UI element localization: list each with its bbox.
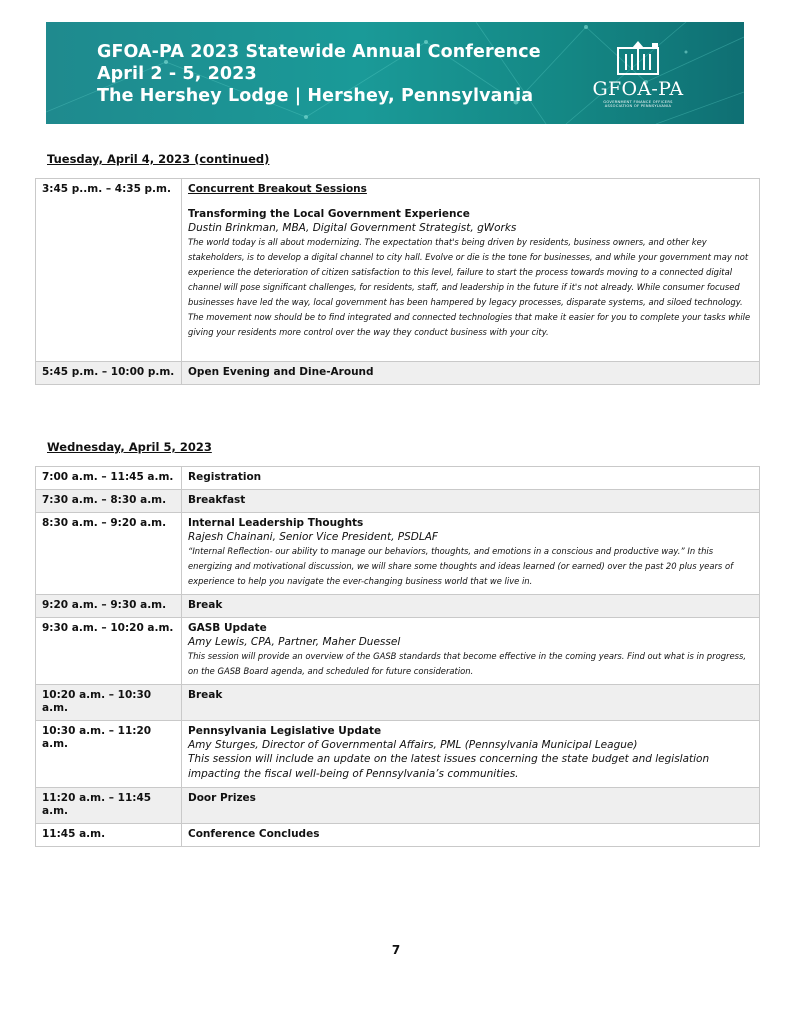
session-title: Breakfast [188, 494, 246, 506]
session-title: Break [188, 689, 223, 701]
schedule-row [36, 824, 760, 847]
tuesday-schedule-table [35, 178, 760, 385]
schedule-row [36, 618, 760, 685]
schedule-row [36, 467, 760, 490]
schedule-row [36, 721, 760, 788]
session-title: GASB Update [188, 622, 267, 634]
session-speaker: Amy Lewis, CPA, Partner, Maher Duessel [188, 636, 401, 648]
session-cell [182, 513, 760, 595]
schedule-row [36, 685, 760, 721]
wednesday-schedule-table [35, 466, 760, 847]
conference-dates: April 2 - 5, 2023 [97, 64, 257, 84]
session-title: Registration [188, 471, 262, 483]
session-cell [182, 179, 760, 362]
logo-subtitle-line1: GOVERNMENT FINANCE OFFICERS [603, 100, 673, 104]
time-cell: 10:20 a.m. – 10:30 a.m. [36, 685, 182, 721]
session-cell [182, 618, 760, 685]
time-cell: 11:45 a.m. [36, 824, 182, 847]
conference-title-block [97, 41, 541, 107]
session-title: Door Prizes [188, 792, 256, 804]
header-banner [46, 22, 744, 124]
session-title: Break [188, 599, 223, 611]
time-cell: 7:30 a.m. – 8:30 a.m. [36, 490, 182, 513]
schedule-row [36, 513, 760, 595]
time-cell: 9:20 a.m. – 9:30 a.m. [36, 595, 182, 618]
schedule-row [36, 179, 760, 362]
time-cell: 9:30 a.m. – 10:20 a.m. [36, 618, 182, 685]
tuesday-heading: Tuesday, April 4, 2023 (continued) [47, 152, 270, 166]
time-cell: 7:00 a.m. – 11:45 a.m. [36, 467, 182, 490]
session-cell [182, 824, 760, 847]
session-description: This session will provide an overview of the GASB standards that become effective in the coming years. Find out what is in progress, on the GASB Board agenda, and scheduled for future consideration. [188, 651, 746, 676]
session-speaker: Dustin Brinkman, MBA, Digital Government Strategist, gWorks [188, 222, 517, 234]
session-title: Pennsylvania Legislative Update [188, 725, 382, 737]
session-title: Conference Concludes [188, 828, 320, 840]
session-cell [182, 685, 760, 721]
time-cell: 8:30 a.m. – 9:20 a.m. [36, 513, 182, 595]
session-cell [182, 467, 760, 490]
session-cell [182, 362, 760, 385]
wednesday-heading: Wednesday, April 5, 2023 [47, 440, 212, 454]
session-cell [182, 788, 760, 824]
time-cell: 5:45 p.m. – 10:00 p.m. [36, 362, 182, 385]
session-cell [182, 721, 760, 788]
capitol-building-icon [616, 40, 660, 76]
schedule-row [36, 595, 760, 618]
session-cell [182, 490, 760, 513]
logo-subtitle-line2: ASSOCIATION OF PENNSYLVANIA [604, 104, 672, 109]
session-cell [182, 595, 760, 618]
schedule-row [36, 788, 760, 824]
time-cell: 3:45 p..m. – 4:35 p.m. [36, 179, 182, 362]
page-number: 7 [391, 943, 401, 957]
session-title: Transforming the Local Government Experience [188, 208, 470, 220]
time-cell: 11:20 a.m. – 11:45 a.m. [36, 788, 182, 824]
session-title: Internal Leadership Thoughts [188, 517, 364, 529]
session-description: This session will include an update on the latest issues concerning the state budget and legislation impacting the fiscal well-being of Pennsylvania’s communities. [188, 753, 710, 780]
conference-venue: The Hershey Lodge | Hershey, Pennsylvania [97, 86, 534, 106]
session-header: Concurrent Breakout Sessions [188, 183, 367, 195]
schedule-row [36, 362, 760, 385]
conference-title: GFOA-PA 2023 Statewide Annual Conference [97, 42, 541, 62]
gfoa-pa-logo [592, 40, 722, 112]
time-cell: 10:30 a.m. – 11:20 a.m. [36, 721, 182, 788]
schedule-row [36, 490, 760, 513]
session-title: Open Evening and Dine-Around [188, 366, 374, 378]
session-description: The world today is all about modernizing. The expectation that's being driven by residents, business owners, and other key stakeholders, is to develop a digital channel to city hall. Evolve or die is the tone for businesses, and while your government may not experience the deterioration of citizen satisfaction to this level, failure to start the process towards moving to a connected digital channel will pose significant challenges, for residents, staff, and leadership in the future if it's not already. While consumer focused businesses have led the way, local government has been hampered by legacy processes, disparate systems, and siloed technology. The movement now should be to find integrated and connected technologies that make it easier for you to complete your tasks while giving your residents more control over the way they conduct business with your city. [188, 237, 751, 337]
session-speaker: Amy Sturges, Director of Governmental Affairs, PML (Pennsylvania Municipal League) [188, 739, 638, 751]
session-speaker: Rajesh Chainani, Senior Vice President, PSDLAF [188, 531, 438, 543]
logo-wordmark: GFOA-PA [592, 78, 684, 100]
session-description: “Internal Reflection- our ability to manage our behaviors, thoughts, and emotions in a conscious and productive way.” In this energizing and motivational discussion, we will share some thoughts and ideas learned (or earned) over the past 20 plus years of experience to help you navigate the ever-changing business world that we live in. [188, 546, 734, 586]
logo-subtitle [592, 100, 684, 109]
